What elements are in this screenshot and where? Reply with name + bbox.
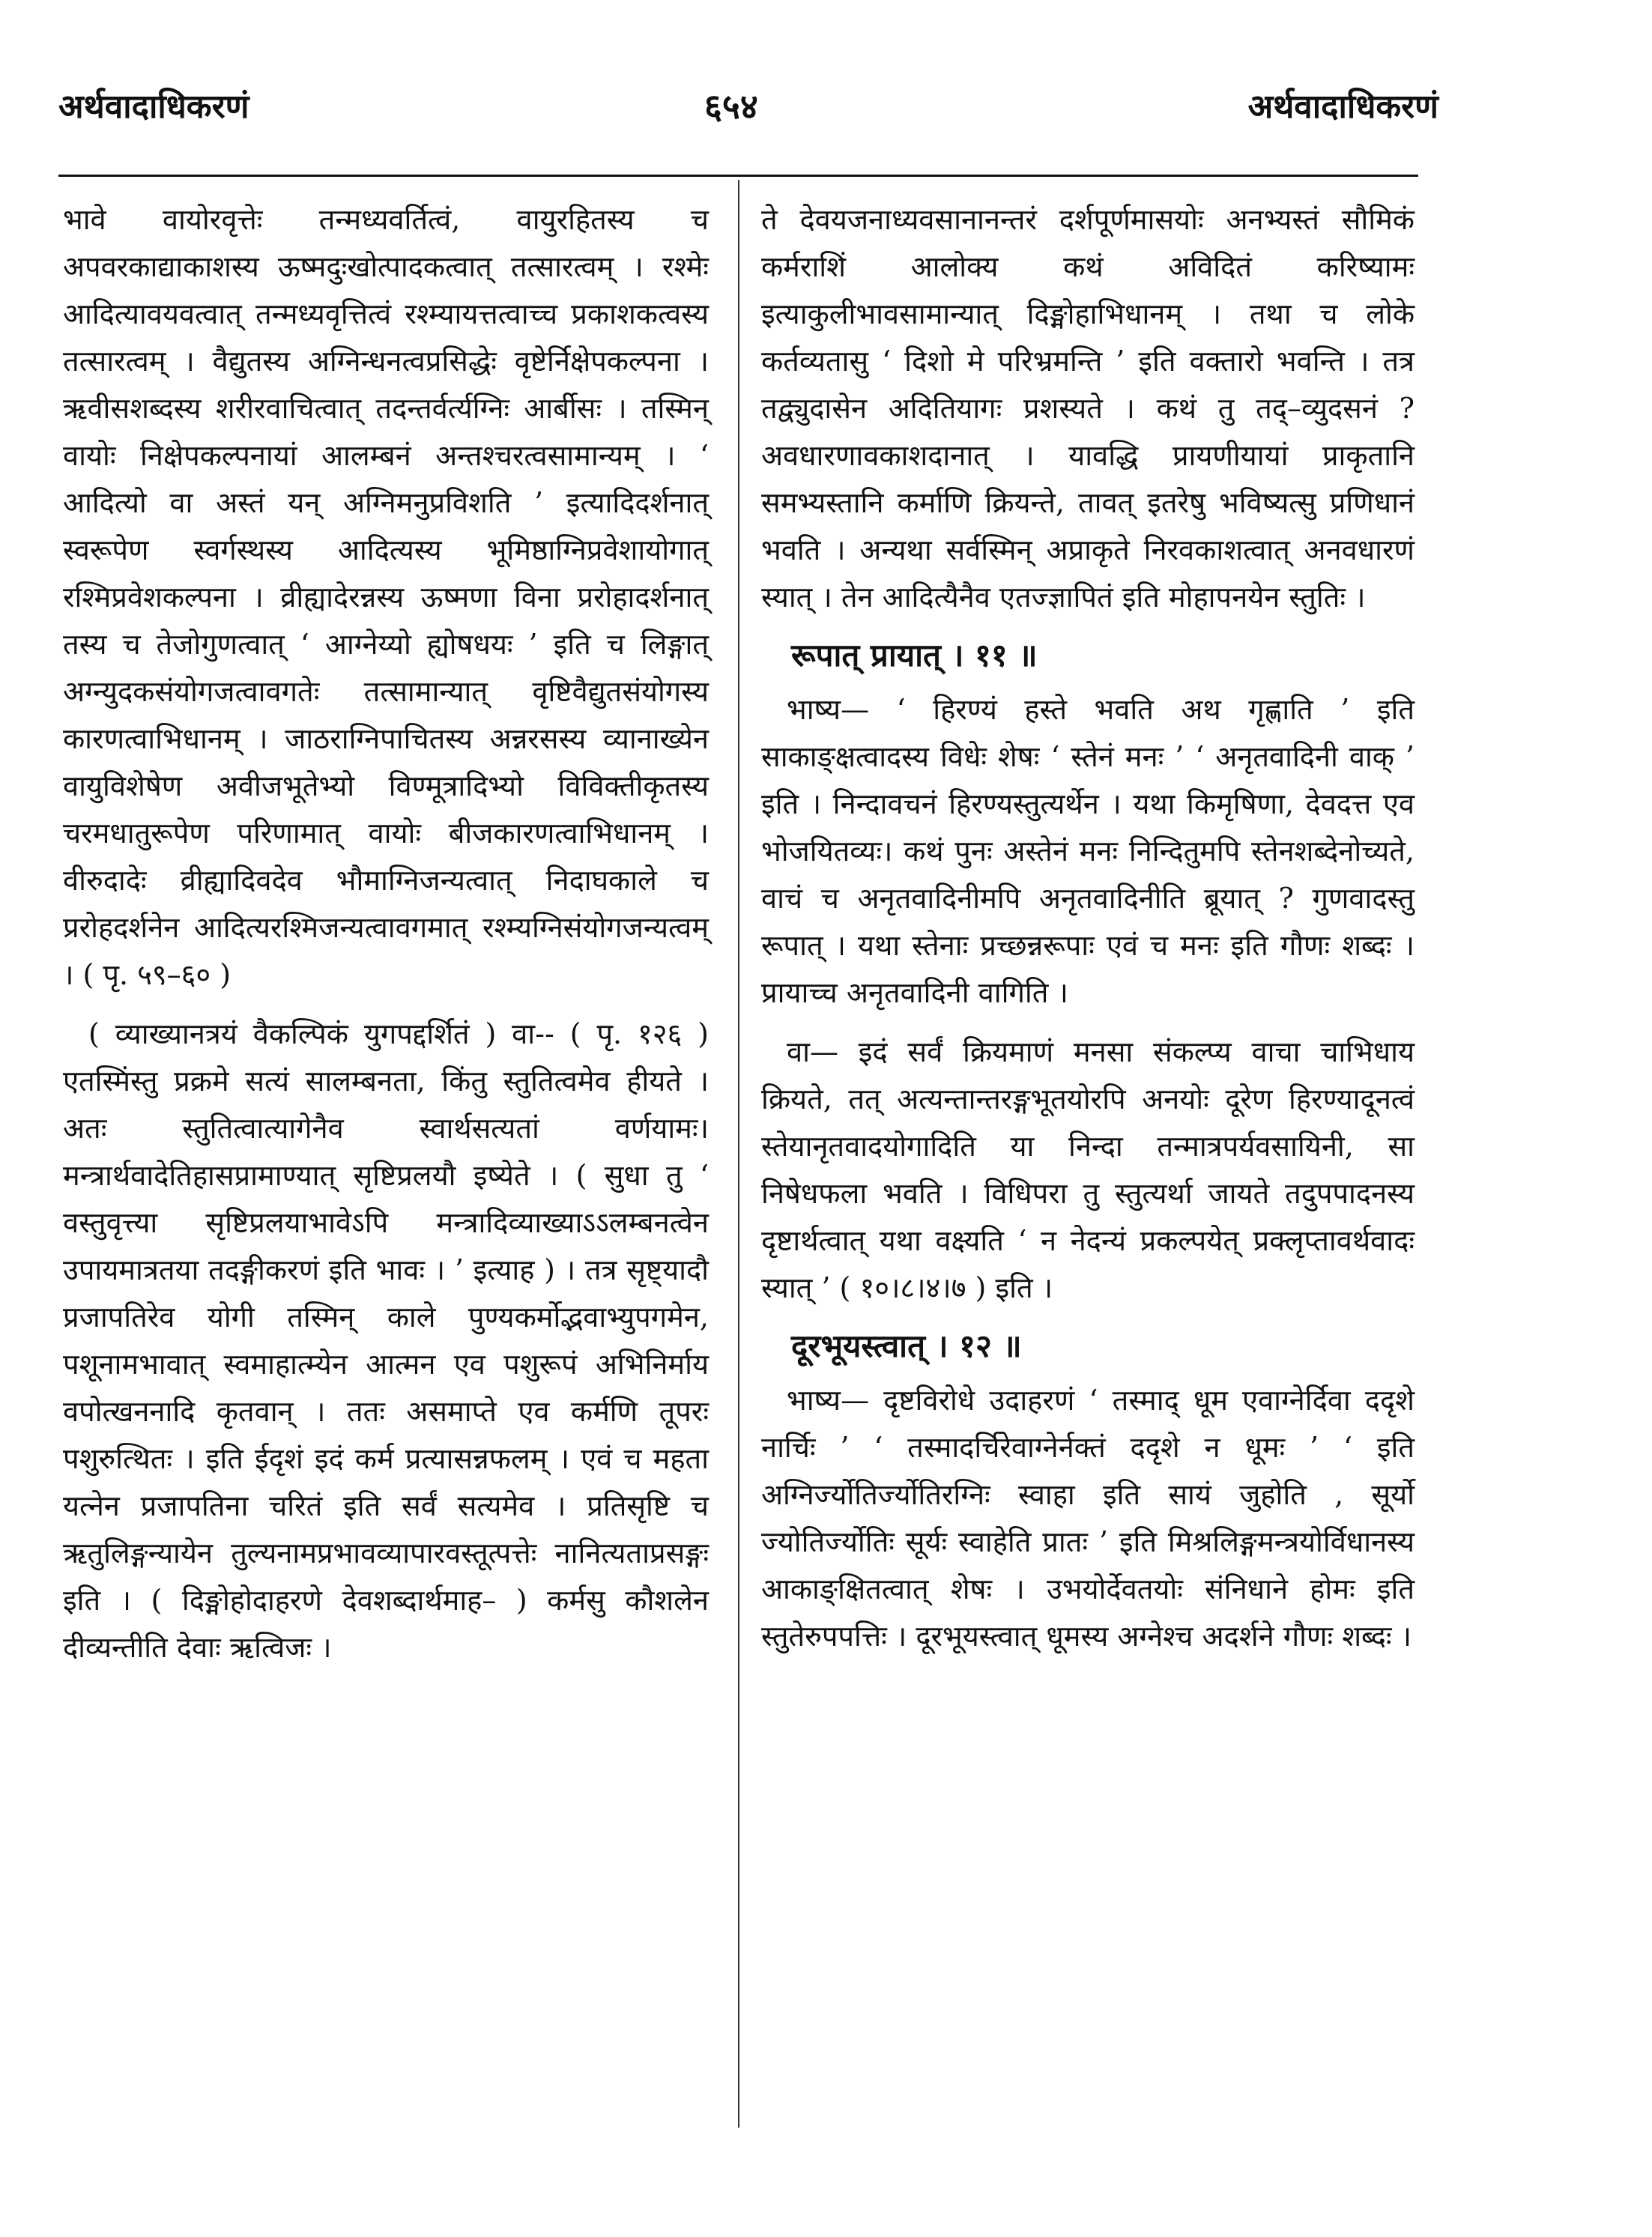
paragraph: ते देवयजनाध्यवसानानन्तरं दर्शपूर्णमासयोः अनभ्यस्तं सौमिकं कर्मराशिं आलोक्य कथं अविदितं करिष्यामः इत्याकुलीभावसामान्यात् दिङ्मोहाभिधानम् । तथा च लोके कर्तव्यतासु ‘ दिशो मे परिभ्रमन्ति ’ इति वक्तारो भवन्ति । तत्र तद्व्युदासेन अदितियागः प्रशस्यते । कथं तु तद्–व्युदसनं ? अवधारणावकाशदानात् । यावद्धि प्रायणीयायां प्राकृतानि समभ्यस्तानि कर्माणि क्रियन्ते, तावत् इतरेषु भविष्यत्सु प्रणिधानं भवति । अन्यथा सर्वस्मिन् अप्राकृते निरवकाशत्वात् अनवधारणं स्यात् । तेन आदित्यैनैव एतज्ज्ञापितं इति मोहापनयेन स्तुतिः । [761, 203, 1415, 614]
running-title-left: अर्थवादाधिकरणं [58, 88, 249, 126]
left-column [63, 196, 709, 1671]
paragraph: भाष्य— दृष्टविरोधे उदाहरणं ‘ तस्माद् धूम एवाग्नेर्दिवा ददृशे नार्चिः ’ ‘ तस्मादर्चिरेवाग्नेर्नक्तं ददृशे न धूमः ’ ‘ इति अग्निर्ज्योतिर्ज्योतिरग्निः स्वाहा इति सायं जुहोति , सूर्यो ज्योतिर्ज्योतिः सूर्यः स्वाहेति प्रातः ’ इति मिश्रलिङ्गमन्त्रयोर्विधानस्य आकाङ्क्षितत्वात् शेषः । उभयोर्देवतयोः संनिधाने होमः इति स्तुतेरुपपत्तिः । दूरभूयस्त्वात् धूमस्य अग्नेश्च अदर्शने गौणः शब्दः । [761, 1384, 1415, 1653]
page-number: ६५४ [704, 86, 758, 127]
page-header [52, 82, 1438, 135]
sutra-heading: रूपात् प्रायात् । ११ ॥ [791, 637, 1038, 673]
sutra-heading: दूरभूयस्त्वात् । १२ ॥ [791, 1328, 1022, 1364]
paragraph: वा— इदं सर्वं क्रियमाणं मनसा संकल्प्य वाचा चाभिधाय क्रियते, तत् अत्यन्तान्तरङ्गभूतयोरपि अनयोः दूरेण हिरण्यादूनत्वं स्तेयानृतवादयोगादिति या निन्दा तन्मात्रपर्यवसायिनी, सा निषेधफला भवति । विधिपरा तु स्तुत्यर्था जायते तदुपपादनस्य दृष्टार्थत्वात् यथा वक्ष्यति ‘ न नेदन्यं प्रकल्पयेत् प्रक्लृप्तावर्थवादः स्यात् ’ ( १०।८।४।७ ) इति । [761, 1035, 1415, 1304]
paragraph: भाष्य— ‘ हिरण्यं हस्ते भवति अथ गृह्णाति ’ इति साकाङ्क्षत्वादस्य विधेः शेषः ‘ स्तेनं मनः ’ ‘ अनृतवादिनी वाक् ’ इति । निन्दावचनं हिरण्यस्तुत्यर्थेन । यथा किमृषिणा, देवदत्त एव भोजयितव्यः। कथं पुनः अस्तेनं मनः निन्दितुमपि स्तेनशब्देनोच्यते, वाचं च अनृतवादिनीमपि अनृतवादिनीति ब्रूयात् ? गुणवादस्तु रूपात् । यथा स्तेनाः प्रच्छन्नरूपाः एवं च मनः इति गौणः शब्दः । प्रायाच्च अनृतवादिनी वागिति । [761, 693, 1415, 1009]
paragraph: भावे वायोरवृत्तेः तन्मध्यवर्तित्वं, वायुरहितस्य च अपवरकाद्याकाशस्य ऊष्मदुःखोत्पादकत्वात् तत्सारत्वम् । रश्मेः आदित्यावयवत्वात् तन्मध्यवृत्तित्वं रश्म्यायत्तत्वाच्च प्रकाशकत्वस्य तत्सारत्वम् । वैद्युतस्य अग्निन्धनत्वप्रसिद्धेः वृष्टेर्निक्षेपकल्पना । ऋवीसशब्दस्य शरीरवाचित्वात् तदन्तर्वर्त्यग्निः आर्बीसः । तस्मिन् वायोः निक्षेपकल्पनायां आलम्बनं अन्तश्चरत्वसामान्यम् । ‘ आदित्यो वा अस्तं यन् अग्निमनुप्रविशति ’ इत्यादिदर्शनात् स्वरूपेण स्वर्गस्थस्य आदित्यस्य भूमिष्ठाग्निप्रवेशायोगात् रश्मिप्रवेशकल्पना । व्रीह्यादेरन्नस्य ऊष्मणा विना प्ररोहादर्शनात् तस्य च तेजोगुणत्वात् ‘ आग्नेय्यो ह्योषधयः ’ इति च लिङ्गात् अग्न्युदकसंयोगजत्वावगतेः तत्सामान्यात् वृष्टिवैद्युतसंयोगस्य कारणत्वाभिधानम् । जाठराग्निपाचितस्य अन्नरसस्य व्यानाख्येन वायुविशेषेण अवीजभूतेभ्यो विण्मूत्रादिभ्यो विविक्तीकृतस्य चरमधातुरूपेण परिणामात् वायोः बीजकारणत्वाभिधानम् । वीरुदादेः व्रीह्यादिवदेव भौमाग्निजन्यत्वात् निदाघकाले च प्ररोहदर्शनेन आदित्यरश्मिजन्यत्वावगमात् रश्म्यग्निसंयोगजन्यत्वम् । ( पृ. ५९–६० ) [63, 203, 709, 991]
paragraph: ( व्याख्यानत्रयं वैकल्पिकं युगपद्दर्शितं ) वा-- ( पृ. १२६ ) एतस्मिंस्तु प्रक्रमे सत्यं सालम्बनता, किंतु स्तुतित्वमेव हीयते । अतः स्तुतित्वात्यागेनैव स्वार्थसत्यतां वर्णयामः। मन्त्रार्थवादेतिहासप्रामाण्यात् सृष्टिप्रलयौ इष्येते । ( सुधा तु ‘ वस्तुवृत्त्या सृष्टिप्रलयाभावेऽपि मन्त्रादिव्याख्याऽऽलम्बनत्वेन उपायमात्रतया तदङ्गीकरणं इति भावः । ’ इत्याह ) । तत्र सृष्ट्यादौ प्रजापतिरेव योगी तस्मिन् काले पुण्यकर्मोद्भवाभ्युपगमेन, पशूनामभावात् स्वमाहात्म्येन आत्मन एव पशुरूपं अभिनिर्माय वपोत्खननादि कृतवान् । ततः असमाप्ते एव कर्मणि तूपरः पशुरुत्थितः । इति ईदृशं इदं कर्म प्रत्यासन्नफलम् । एवं च महता यत्नेन प्रजापतिना चरितं इति सर्वं सत्यमेव । प्रतिसृष्टि च ऋतुलिङ्गन्यायेन तुल्यनामप्रभावव्यापारवस्तूत्पत्तेः नानित्यताप्रसङ्गः इति । ( दिङ्मोहोदाहरणे देवशब्दार्थमाह– ) कर्मसु कौशलेन दीव्यन्तीति देवाः ऋत्विजः । [63, 1017, 709, 1664]
header-rule [58, 175, 1418, 177]
right-column [761, 196, 1415, 1660]
running-title-right: अर्थवादाधिकरणं [1247, 88, 1438, 126]
column-divider [738, 180, 739, 2128]
